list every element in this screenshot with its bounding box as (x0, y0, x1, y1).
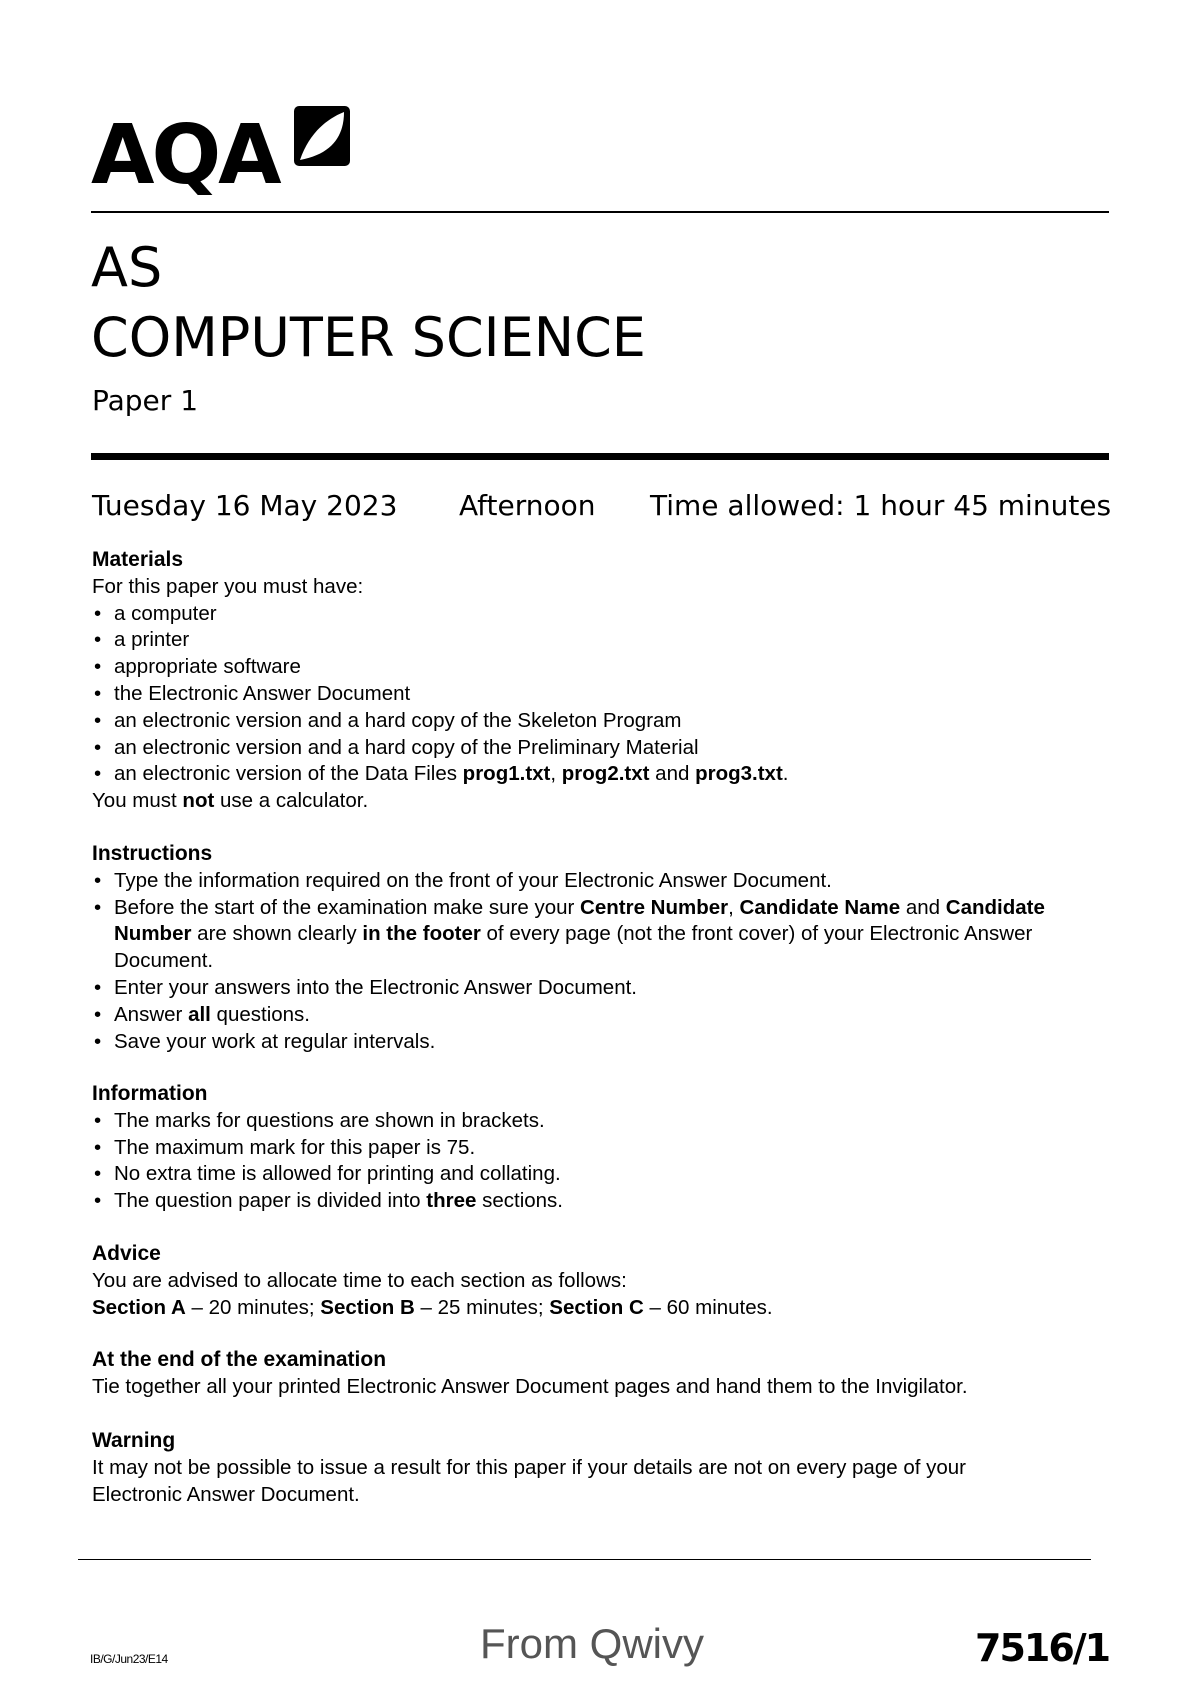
list-item: • a printer (92, 627, 1112, 654)
footer-reference: IB/G/Jun23/E14 (90, 1652, 168, 1666)
advice-intro: You are advised to allocate time to each section as follows: (92, 1268, 627, 1292)
footer-rule (78, 1559, 1091, 1560)
advice-section (92, 1241, 1112, 1321)
list-item: • Before the start of the examination make sure your Centre Number, Candidate Name and Candidate Number are shown clearly in the footer of every page (not the front cover) of your Electronic Answer Document. (92, 895, 1052, 975)
list-item: • Save your work at regular intervals. (92, 1029, 1052, 1056)
warning-section (92, 1428, 1052, 1508)
paper-number: Paper 1 (92, 384, 199, 417)
list-item: • Answer all questions. (92, 1002, 1052, 1029)
list-item: • Type the information required on the front of your Electronic Answer Document. (92, 868, 1052, 895)
calculator-note: You must not use a calculator. (92, 789, 369, 813)
list-item: • The maximum mark for this paper is 75. (92, 1135, 1112, 1162)
logo-text: AQA (91, 108, 279, 203)
thick-rule (91, 453, 1109, 460)
list-item: • an electronic version and a hard copy of the Preliminary Material (92, 735, 1112, 762)
information-section (92, 1081, 1112, 1215)
materials-section (92, 547, 1112, 815)
aqa-logo (91, 106, 356, 202)
list-item: • an electronic version of the Data Files prog1.txt, prog2.txt and prog3.txt. (92, 761, 1112, 788)
list-item: • The marks for questions are shown in brackets. (92, 1108, 1112, 1135)
instructions-heading: Instructions (92, 842, 213, 865)
end-text: Tie together all your printed Electronic Answer Document pages and hand them to the Invigilator. (92, 1374, 968, 1398)
advice-heading: Advice (92, 1242, 161, 1265)
list-item: • The question paper is divided into three sections. (92, 1188, 1112, 1215)
list-item: • the Electronic Answer Document (92, 681, 1112, 708)
leaf-icon (294, 106, 350, 166)
time-allowed: Time allowed: 1 hour 45 minutes (650, 489, 1112, 522)
instructions-section (92, 841, 1052, 1055)
qualification: AS (91, 236, 163, 299)
list-item: • Enter your answers into the Electronic Answer Document. (92, 975, 1052, 1002)
materials-intro: For this paper you must have: (92, 574, 364, 598)
subject-title: COMPUTER SCIENCE (91, 306, 646, 369)
materials-heading: Materials (92, 548, 184, 571)
list-item: • No extra time is allowed for printing and collating. (92, 1161, 1112, 1188)
exam-date: Tuesday 16 May 2023 (92, 489, 398, 522)
end-section (92, 1347, 1112, 1401)
exam-session: Afternoon (459, 489, 596, 522)
information-heading: Information (92, 1082, 208, 1105)
end-heading: At the end of the examination (92, 1348, 387, 1371)
paper-code: 7516/1 (975, 1626, 1110, 1670)
watermark: From Qwivy (480, 1620, 704, 1667)
advice-times: Section A – 20 minutes; Section B – 25 minutes; Section C – 60 minutes. (92, 1295, 773, 1319)
list-item: • a computer (92, 601, 1112, 628)
list-item: • appropriate software (92, 654, 1112, 681)
top-rule (91, 211, 1109, 213)
warning-heading: Warning (92, 1429, 176, 1452)
warning-text: It may not be possible to issue a result for this paper if your details are not on every page of your Electronic Answer Document. (92, 1455, 967, 1506)
list-item: • an electronic version and a hard copy of the Skeleton Program (92, 708, 1112, 735)
